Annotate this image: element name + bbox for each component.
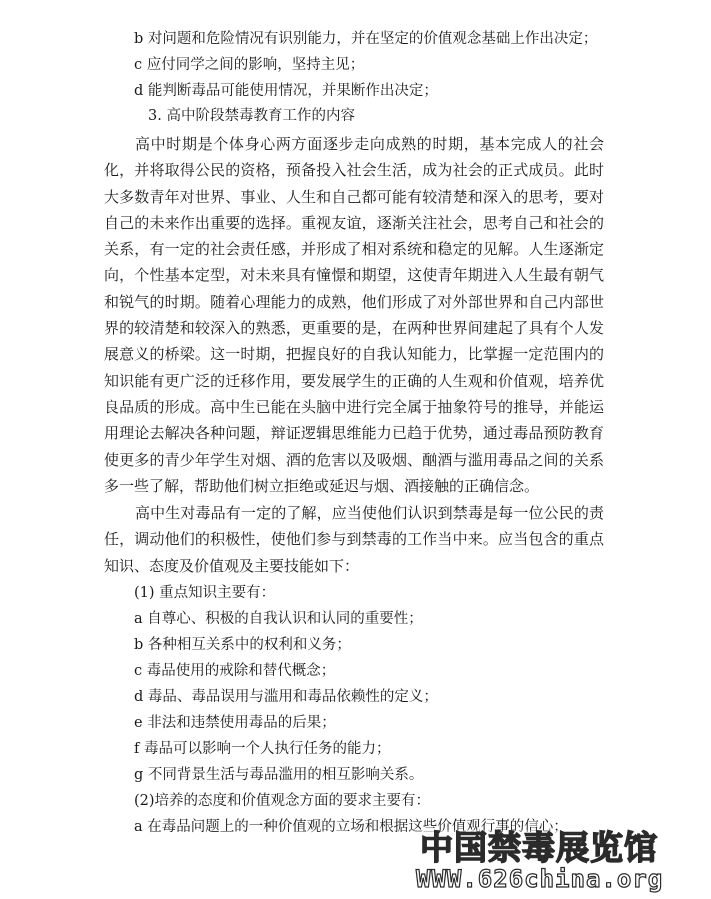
list-item: d 能判断毒品可能使用情况，并果断作出决定； — [134, 83, 438, 99]
list-item: a 自尊心、积极的自我认识和认同的重要性； — [134, 611, 423, 627]
site-watermark — [412, 830, 708, 894]
list-item: b 对问题和危险情况有识别能力，并在坚定的价值观念基础上作出决定； — [134, 31, 598, 47]
list-item: f 毒品可以影响一个人执行任务的能力； — [134, 741, 391, 757]
list-item: a 在毒品问题上的一种价值观的立场和根据这些价值观行事的信心； — [134, 819, 568, 835]
paragraph-2: 高中生对毒品有一定的了解，应当使他们认识到禁毒是每一位公民的责任，调动他们的积极性，使他们参与到禁毒的工作当中来。应当包含的重点知识、态度及价值观及主要技能如下： — [104, 504, 604, 575]
list-item: b 各种相互关系中的权利和义务； — [134, 637, 351, 653]
list-item: g 不同背景生活与毒品滥用的相互影响关系。 — [134, 767, 424, 783]
list-item: d 毒品、毒品误用与滥用和毒品依赖性的定义； — [134, 689, 438, 705]
watermark-url: WWW.626china.org — [416, 865, 664, 893]
section-heading: 3. 高中阶段禁毒教育工作的内容 — [148, 108, 355, 124]
list-item: c 毒品使用的戒除和替代概念； — [134, 663, 336, 679]
paragraph-1: 高中时期是个体身心两方面逐步走向成熟的时期，基本完成人的社会化，并将取得公民的资格，预备投入社会生活，成为社会的正式成员。此时大多数青年对世界、事业、人生和自己都可能有较清楚和深入的思考，要对自己的未来作出重要的选择。重视友谊，逐渐关注社会，思考自己和社会的关系，有一定的社会责任感，并形成了相对系统和稳定的见解。人生逐渐定向，个性基本定型，对未来具有憧憬和期望，这使青年期进入人生最有朝气和锐气的时期。随着心理能力的成熟，他们形成了对外部世界和自己内部世界的较清楚和较深入的熟悉，更重要的是，在两种世界间建起了具有个人发展意义的桥梁。这一时期，把握良好的自我认知能力，比掌握一定范围内的知识能有更广泛的迁移作用，要发展学生的正确的人生观和价值观，培养优良品质的形成。高中生已能在头脑中进行完全属于抽象符号的推导，并能运用理论去解决各种问题，辩证逻辑思维能力已趋于优势，通过毒品预防教育使更多的青少年学生对烟、酒的危害以及吸烟、酗酒与滥用毒品之间的关系多一些了解，帮助他们树立拒绝或延迟与烟、酒接触的正确信念。 — [104, 135, 604, 495]
knowledge-heading: (1) 重点知识主要有： — [134, 585, 276, 601]
list-item: c 应付同学之间的影响，坚持主见； — [134, 57, 365, 73]
list-item: e 非法和违禁使用毒品的后果； — [134, 715, 336, 731]
watermark-title: 中国禁毒展览馆 — [420, 828, 658, 867]
attitude-heading: (2)培养的态度和价值观念方面的要求主要有： — [134, 793, 431, 809]
